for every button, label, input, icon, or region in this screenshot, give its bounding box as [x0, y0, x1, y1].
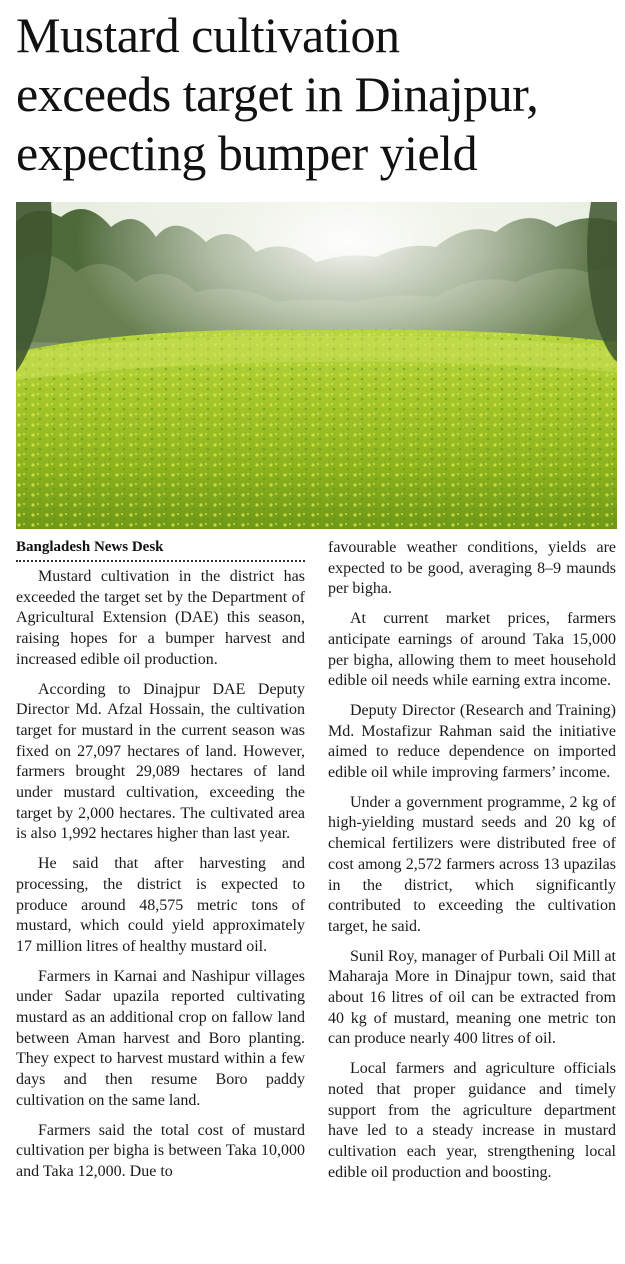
mustard-field-photo — [16, 202, 617, 529]
paragraph: Farmers in Karnai and Nashipur villages under Sadar upazila reported cultivating mustard as an additional crop on fallow land between Aman harvest and Boro planting. They expect to harvest mustard within a few days and then resume Boro paddy cultivation on the same land. — [16, 967, 305, 1109]
headline-line-1: Mustard cultivation — [16, 7, 400, 63]
paragraph: Sunil Roy, manager of Purbali Oil Mill at Maharaja More in Dinajpur town, said that about 16 litres of oil can be extracted from 40 kg of mustard, meaning one metric ton can produce nearly 400 litres of oil. — [328, 947, 616, 1048]
paragraph: Under a government programme, 2 kg of high-yielding mustard seeds and 20 kg of chemical fertilizers were distributed free of cost among 2,572 farmers across 13 upazilas in the district, which significantly contributed to exceeding the cultivation target, he said. — [328, 793, 616, 935]
article-column-left — [16, 538, 305, 1192]
paragraph: Local farmers and agriculture officials noted that proper guidance and timely support from the agriculture department have led to a steady increase in mustard cultivation each year, strengthening local edible oil production and boosting. — [328, 1060, 616, 1181]
paragraph: At current market prices, farmers anticipate earnings of around Taka 15,000 per bigha, allowing them to meet household edible oil needs while earning extra income. — [328, 610, 616, 690]
headline-line-3: expecting bumper yield — [16, 125, 478, 181]
paragraph: Farmers said the total cost of mustard cultivation per bigha is between Taka 10,000 and Taka 12,000. Due to — [16, 1121, 305, 1180]
paragraph: According to Dinajpur DAE Deputy Director Md. Afzal Hossain, the cultivation target for mustard in the current season was fixed on 27,097 hectares of land. However, farmers brought 29,089 hectares of land under mustard cultivation, exceeding the target by 2,000 hectares. The cultivated area is also 1,992 hectares higher than last year. — [16, 680, 305, 843]
paragraph: Deputy Director (Research and Training) Md. Mostafizur Rahman said the initiative aimed to reduce dependence on imported edible oil while improving farmers’ income. — [328, 701, 616, 782]
paragraph: favourable weather conditions, yields are expected to be good, averaging 8–9 maunds per bigha. — [328, 539, 616, 598]
article-column-right — [328, 538, 616, 1192]
article-headline — [16, 6, 621, 183]
headline-line-2: exceeds target in Dinajpur, — [16, 66, 539, 122]
paragraph: Mustard cultivation in the district has exceeded the target set by the Department of Agricultural Extension (DAE) this season, raising hopes for a bumper harvest and increased edible oil production. — [16, 568, 305, 668]
byline: Bangladesh News Desk — [16, 538, 305, 562]
paragraph: He said that after harvesting and processing, the district is expected to produce around 48,575 metric tons of mustard, which could yield approximately 17 million litres of healthy mustard oil. — [16, 855, 305, 955]
